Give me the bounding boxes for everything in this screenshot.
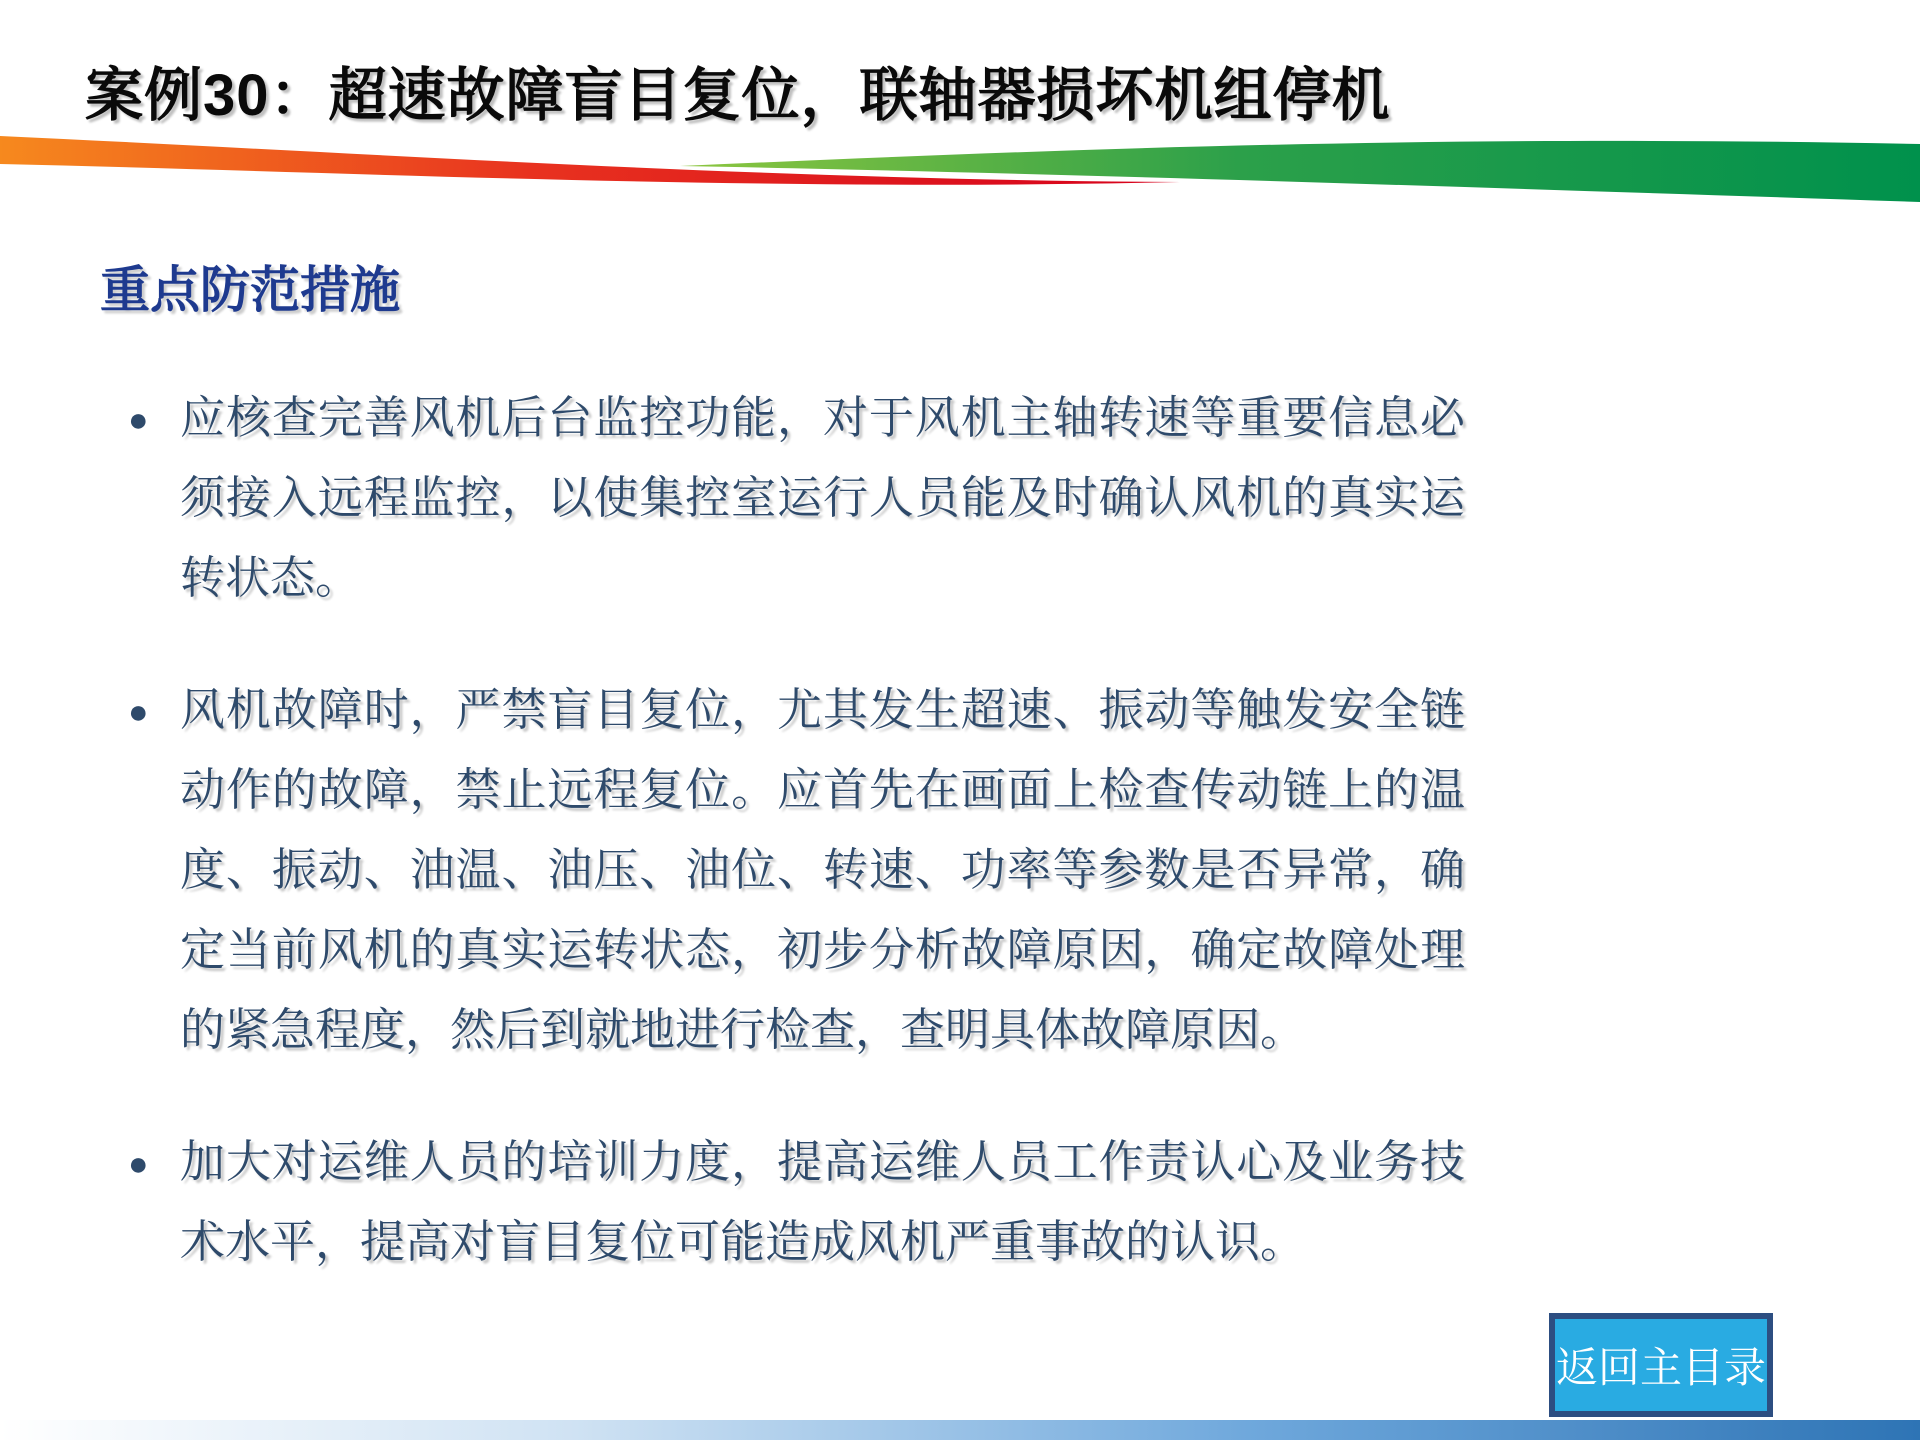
bullet-icon: ● bbox=[128, 402, 149, 439]
footer-gradient-bar bbox=[0, 1420, 1920, 1440]
bullet-list bbox=[128, 378, 1465, 1334]
bullet-icon: ● bbox=[128, 694, 149, 731]
section-heading: 重点防范措施 bbox=[100, 262, 400, 318]
bullet-text-line: 转状态。 bbox=[180, 553, 361, 603]
back-to-main-menu-button[interactable] bbox=[1549, 1313, 1773, 1417]
bullet-text-line: 须接入远程监控，以使集控室运行人员能及时确认风机的真实运 bbox=[180, 473, 1465, 523]
bullet-item bbox=[128, 670, 1465, 1070]
bullet-icon: ● bbox=[128, 1146, 149, 1183]
bullet-text-line: 术水平，提高对盲目复位可能造成风机严重事故的认识。 bbox=[180, 1217, 1306, 1267]
bullet-text-line: 动作的故障，禁止远程复位。应首先在画面上检查传动链上的温 bbox=[180, 765, 1465, 815]
bullet-text-line: 度、振动、油温、油压、油位、转速、功率等参数是否异常，确 bbox=[180, 845, 1465, 895]
ribbon-wave-decoration bbox=[0, 130, 1920, 215]
page-title: 案例30：超速故障盲目复位，联轴器损坏机组停机 bbox=[85, 63, 1391, 128]
bullet-text-line: 风机故障时，严禁盲目复位，尤其发生超速、振动等触发安全链 bbox=[180, 685, 1465, 735]
back-button-label: 返回主目录 bbox=[1555, 1346, 1766, 1392]
bullet-item bbox=[128, 378, 1465, 618]
bullet-text-line: 加大对运维人员的培训力度，提高运维人员工作责认心及业务技 bbox=[180, 1137, 1465, 1187]
bullet-item bbox=[128, 1122, 1465, 1282]
bullet-text-line: 的紧急程度，然后到就地进行检查，查明具体故障原因。 bbox=[180, 1005, 1306, 1055]
bullet-text-line: 定当前风机的真实运转状态，初步分析故障原因，确定故障处理 bbox=[180, 925, 1465, 975]
bullet-text-line: 应核查完善风机后台监控功能，对于风机主轴转速等重要信息必 bbox=[180, 393, 1465, 443]
